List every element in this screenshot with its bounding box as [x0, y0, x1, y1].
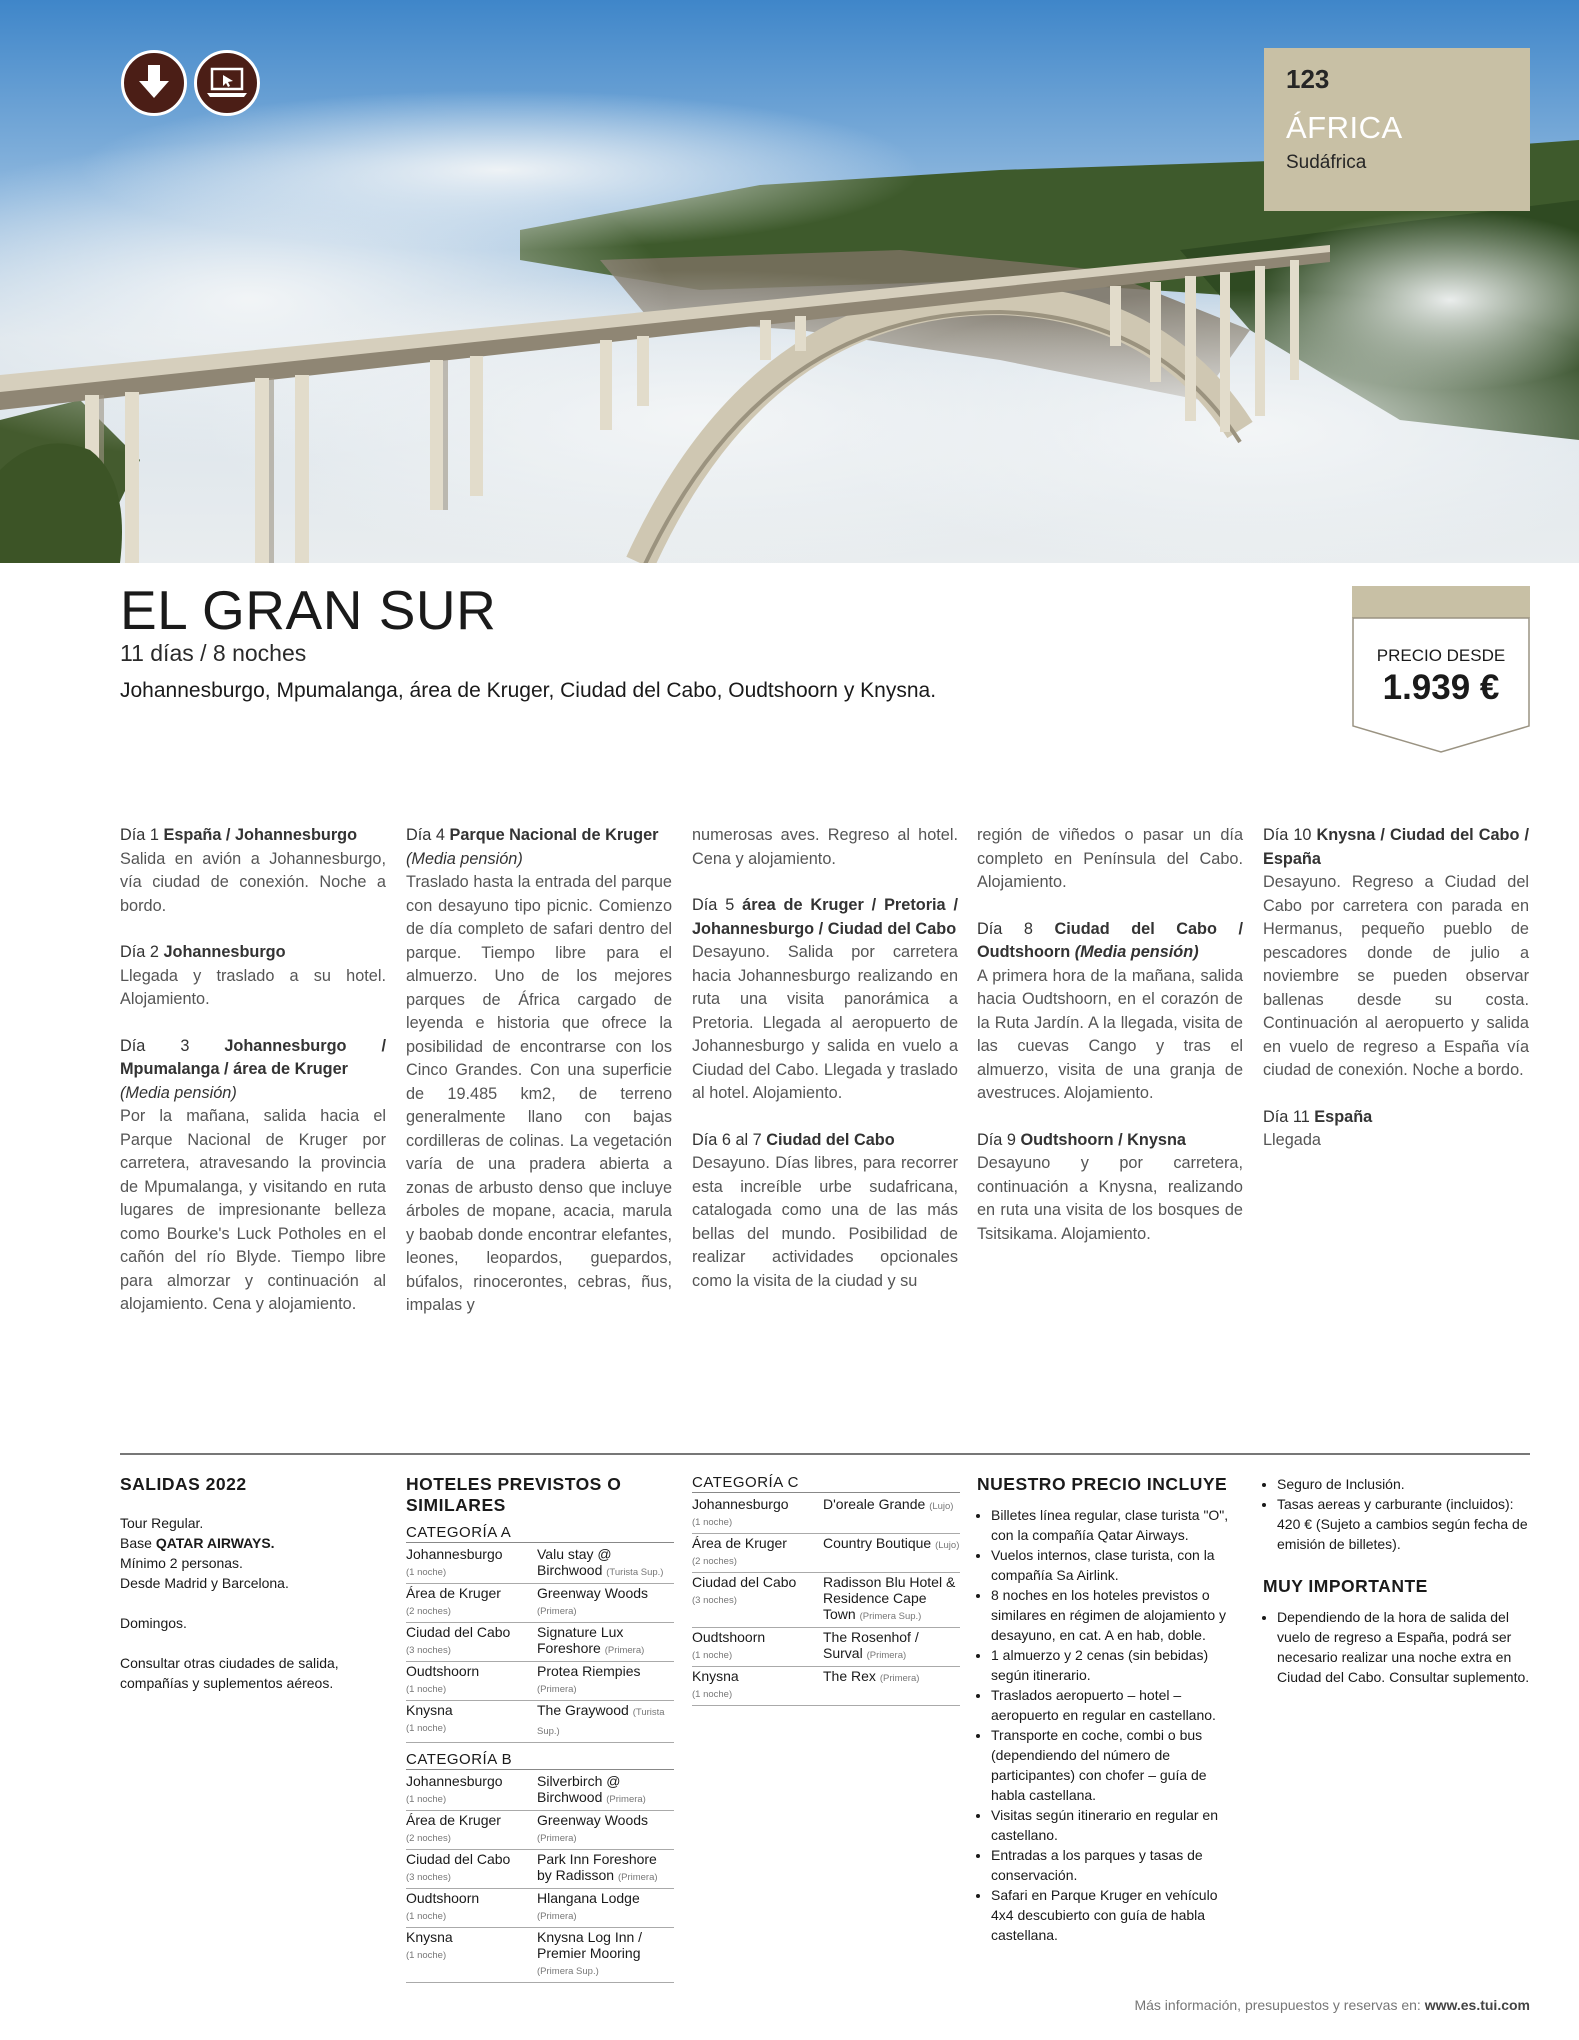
trip-route: Johannesburgo, Mpumalanga, área de Kruger, Ciudad del Cabo, Oudtshoorn y Knysna.: [120, 679, 937, 702]
hotel-name: Valu stay @ Birchwood: [537, 1546, 612, 1578]
category-a-table: [406, 1545, 674, 1743]
hero-image: [0, 0, 1579, 563]
hotel-category: (Primera Sup.): [537, 1966, 599, 1977]
day-number: Día 10: [1263, 826, 1312, 844]
day-number: Día 3: [120, 1036, 190, 1055]
day-place: área de Kruger / Pretoria / Johannesburgo / Ciudad del Cabo: [692, 896, 959, 938]
day-number: Día 1: [120, 826, 159, 844]
list-item: • Tasas aereas y carburante (incluidos): 420 € (Sujeto a cambios según fecha de emisión de billetes).: [1277, 1494, 1530, 1554]
hotel-row: [406, 1623, 674, 1662]
city-name: Knysna: [692, 1668, 739, 1684]
hotel-city: [406, 1812, 537, 1847]
itinerary-column-1: [120, 824, 386, 1340]
hotel-category: (Lujo): [929, 1501, 954, 1512]
city-name: Área de Kruger: [406, 1812, 501, 1828]
hotel-row: [692, 1534, 960, 1573]
departures-heading: SALIDAS 2022: [120, 1474, 247, 1494]
day-number: Día 9: [977, 1130, 1016, 1149]
hotel-name: The Rex: [823, 1668, 876, 1684]
nights-count: (3 noches): [406, 1872, 451, 1883]
hotel-name: D'oreale Grande: [823, 1496, 926, 1512]
hotel-city: [692, 1629, 823, 1664]
page-title: EL GRAN SUR: [120, 579, 497, 641]
city-name: Knysna: [406, 1929, 453, 1945]
hotel-row: [406, 1662, 674, 1701]
nights-count: (1 noche): [406, 1911, 447, 1922]
list-item: • Billetes línea regular, clase turista "O", con la compañía Qatar Airways.: [991, 1505, 1243, 1545]
day-number: Día 4: [406, 826, 445, 844]
day-text-continued: región de viñedos o pasar un día completo en Península del Cabo. Alojamiento.: [977, 826, 1243, 891]
day-place: Johannesburgo / Mpumalanga / área de Kruger: [120, 1036, 386, 1078]
hotel-category: (Primera): [537, 1684, 577, 1695]
city-name: Área de Kruger: [406, 1585, 501, 1601]
list-item: • Traslados aeropuerto – hotel – aeropuerto en regular en castellano.: [991, 1685, 1243, 1725]
hotel-name: Greenway Woods: [537, 1585, 649, 1601]
city-name: Johannesburgo: [406, 1546, 503, 1562]
footer-note: [1134, 1997, 1530, 2013]
section-divider: [120, 1453, 1530, 1455]
price-label: PRECIO DESDE: [1376, 646, 1506, 665]
price-includes-section: [977, 1474, 1243, 1945]
trip-duration: 11 días / 8 noches: [120, 640, 307, 666]
download-button[interactable]: [121, 50, 187, 116]
country-label: Sudáfrica: [1286, 152, 1367, 173]
hotel-category: (Lujo): [935, 1540, 960, 1551]
hotel-category: (Primera): [879, 1673, 920, 1684]
departures-line: [120, 1533, 370, 1553]
hotel-name-cell: [537, 1624, 674, 1659]
day-text: Desayuno. Regreso a Ciudad del Cabo por carretera con parada en Hermanus, pequeño pueblo de pescadores donde de julio a noviembre se pueden observar ballenas desde su costa. Continuación al aeropuerto y salida en vuelo de regreso a España vía ciudad de conexión. Noche a bordo.: [1263, 873, 1529, 1079]
day-place: Oudtshoorn / Knysna: [1020, 1130, 1186, 1149]
list-item: • Vuelos internos, clase turista, con la compañía Sa Airlink.: [991, 1545, 1243, 1585]
hotel-name-cell: [537, 1585, 674, 1620]
list-item: • Transporte en coche, combi o bus (dependiendo del número de participantes) con chofer – guía de habla castellana.: [991, 1725, 1243, 1805]
hotel-name-cell: [823, 1668, 960, 1703]
day-number: Día 2: [120, 943, 159, 961]
day-text: Llegada y traslado a su hotel. Alojamiento.: [120, 966, 386, 1008]
itinerary-column-3: [692, 824, 958, 1316]
itinerary-column-2: [406, 824, 672, 1341]
category-c-section: [692, 1474, 960, 1706]
hotel-row: [406, 1772, 674, 1811]
category-b-heading: CATEGORÍA B: [406, 1751, 674, 1770]
page-number: 123: [1286, 64, 1330, 94]
hotel-name: The Graywood: [537, 1702, 629, 1718]
hotel-row: [406, 1584, 674, 1623]
includes-heading: NUESTRO PRECIO INCLUYE: [977, 1474, 1228, 1494]
nights-count: (1 noche): [406, 1567, 447, 1578]
category-c-table: [692, 1495, 960, 1706]
departures-line: Mínimo 2 personas.: [120, 1555, 243, 1571]
hotel-name-cell: [537, 1890, 674, 1925]
hotel-name-cell: [823, 1574, 960, 1625]
laptop-icon: [197, 53, 257, 113]
nights-count: (1 noche): [692, 1517, 733, 1528]
hotel-name: Silverbirch @ Birchwood: [537, 1773, 621, 1805]
category-c-heading: CATEGORÍA C: [692, 1474, 960, 1493]
city-name: Ciudad del Cabo: [406, 1624, 511, 1640]
online-button[interactable]: [194, 50, 260, 116]
hotel-name-cell: [823, 1496, 960, 1531]
day-text: Desayuno y por carretera, continuación a Knysna, realizando en ruta una visita de los bosques de Tsitsikama. Alojamiento.: [977, 1154, 1243, 1243]
city-name: Ciudad del Cabo: [692, 1574, 797, 1590]
departures-text: Base: [120, 1535, 156, 1551]
city-name: Ciudad del Cabo: [406, 1851, 511, 1867]
list-item: • Dependiendo de la hora de salida del vuelo de regreso a España, podrá ser necesario realizar una noche extra en Ciudad del Cabo. Consultar suplemento.: [1277, 1607, 1530, 1687]
day-text: Desayuno. Salida por carretera hacia Johannesburgo realizando en ruta una visita panorámica a Pretoria. Llegada al aeropuerto de Johannesburgo y salida en vuelo a Ciudad del Cabo. Llegada y traslado al hotel. Alojamiento.: [692, 943, 958, 1102]
hotel-name-cell: [537, 1773, 674, 1808]
hotel-name-cell: [537, 1929, 674, 1980]
day-number: Día 6 al 7: [692, 1130, 762, 1149]
region-label: ÁFRICA: [1286, 110, 1403, 145]
hotel-name: Greenway Woods: [537, 1812, 649, 1828]
day-text: Traslado hasta la entrada del parque con desayuno tipo picnic. Comienzo de día completo de safari dentro del parque. Tiempo libre para el almuerzo. Uno de los mejores parques de África cargado de leyenda e historia que ofrece la posibilidad de encontrarse con los Cinco Grandes. Con una superficie de 19.485 km2, de terreno generalmente llano con bajas cordilleras de colinas. La vegetación varía de una pradera abierta a zonas de arbusto denso que incluye árboles de mopane, acacia, marula y baobab donde encontrar elefantes, leones, leopardos, guepardos, búfalos, rinocerontes, cebras, ñus, impalas y: [406, 873, 672, 1314]
day-place: Johannesburgo: [163, 943, 286, 961]
departures-line: Desde Madrid y Barcelona.: [120, 1575, 289, 1591]
hotel-row: [692, 1495, 960, 1534]
itinerary-column-4: [977, 824, 1243, 1269]
hotel-name: Protea Riempies: [537, 1663, 641, 1679]
hotel-row: [692, 1628, 960, 1667]
city-name: Oudtshoorn: [406, 1890, 480, 1906]
departures-line: Consultar otras ciudades de salida, compañías y suplementos aéreos.: [120, 1655, 339, 1691]
day-number: Día 8: [977, 919, 1033, 938]
hotels-section: [406, 1474, 674, 1983]
includes-list-continued: [1263, 1474, 1530, 1554]
city-name: Knysna: [406, 1702, 453, 1718]
category-b-table: [406, 1772, 674, 1983]
hotel-category: (Primera): [617, 1872, 658, 1883]
day-text-continued: numerosas aves. Regreso al hotel. Cena y alojamiento.: [692, 826, 958, 868]
hotel-row: [406, 1701, 674, 1743]
hotel-name-cell: [537, 1812, 674, 1847]
city-name: Oudtshoorn: [406, 1663, 480, 1679]
day-place: España: [1314, 1107, 1373, 1126]
hotel-category: (Primera): [537, 1833, 577, 1844]
hotel-city: [406, 1890, 537, 1925]
hotel-name-cell: [823, 1629, 960, 1664]
nights-count: (2 noches): [406, 1833, 451, 1844]
footer-text: Más información, presupuestos y reservas en:: [1134, 1997, 1425, 2013]
hotel-row: [692, 1667, 960, 1706]
day-text: Salida en avión a Johannesburgo, vía ciudad de conexión. Noche a bordo.: [120, 849, 386, 915]
hotel-category: (Turista Sup.): [606, 1567, 664, 1578]
meal-plan: (Media pensión): [406, 849, 523, 868]
day-place: Ciudad del Cabo: [766, 1130, 895, 1149]
hotel-name: Park Inn Foreshore by Radisson: [537, 1851, 657, 1883]
nights-count: (3 noches): [406, 1645, 451, 1656]
price-value: 1.939 €: [1382, 668, 1500, 707]
meal-plan: (Media pensión): [1074, 943, 1199, 961]
nights-count: (1 noche): [406, 1684, 447, 1695]
nights-count: (1 noche): [406, 1723, 447, 1734]
meal-plan: (Media pensión): [120, 1083, 237, 1102]
city-name: Área de Kruger: [692, 1535, 787, 1551]
hotel-city: [406, 1929, 537, 1980]
list-item: • Seguro de Inclusión.: [1277, 1474, 1530, 1494]
category-a-heading: CATEGORÍA A: [406, 1524, 674, 1543]
hotel-city: [406, 1773, 537, 1808]
nights-count: (1 noche): [406, 1950, 447, 1961]
hotel-name-cell: [537, 1663, 674, 1698]
day-place: Knysna / Ciudad del Cabo / España: [1263, 826, 1529, 868]
hotel-category: (Primera): [606, 1794, 646, 1805]
hotel-name: Knysna Log Inn / Premier Mooring: [537, 1929, 643, 1961]
hotel-category: (Primera): [537, 1606, 577, 1617]
hotel-name: Country Boutique: [823, 1535, 932, 1551]
city-name: Johannesburgo: [692, 1496, 789, 1512]
hotel-name-cell: [537, 1851, 674, 1886]
departures-line: Tour Regular.: [120, 1515, 204, 1531]
price-tag: [1352, 586, 1530, 754]
hotel-row: [406, 1850, 674, 1889]
hotels-heading: HOTELES PREVISTOS O SIMILARES: [406, 1474, 622, 1515]
city-name: Johannesburgo: [406, 1773, 503, 1789]
nights-count: (1 noche): [692, 1650, 733, 1661]
hotel-row: [406, 1545, 674, 1584]
departures-section: [120, 1474, 370, 1693]
hotel-row: [406, 1928, 674, 1983]
list-item: • 8 noches en los hoteles previstos o similares en régimen de alojamiento y desayuno, en cat. A en hab, doble.: [991, 1585, 1243, 1645]
includes-list: [977, 1505, 1243, 1945]
hotel-category: (Primera): [604, 1645, 645, 1656]
day-number: Día 11: [1263, 1107, 1310, 1126]
hotel-city: [406, 1851, 537, 1886]
hotel-name: Signature Lux Foreshore: [537, 1624, 624, 1656]
itinerary-column-5: [1263, 824, 1529, 1176]
hotel-category: (Turista Sup.): [537, 1707, 665, 1737]
city-name: Oudtshoorn: [692, 1629, 766, 1645]
important-heading: MUY IMPORTANTE: [1263, 1576, 1428, 1596]
day-place: España / Johannesburgo: [163, 826, 358, 844]
day-text: A primera hora de la mañana, salida hacia Oudtshoorn, en el corazón de la Ruta Jardín. A la llegada, visita de las cuevas Cango y tras el almuerzo, visita de una granja de avestruces. Alojamiento.: [977, 966, 1243, 1102]
hotel-name: Radisson Blu Hotel & Residence Cape Town: [823, 1574, 956, 1622]
list-item: • Visitas según itinerario en regular en castellano.: [991, 1805, 1243, 1845]
destination-badge: [1264, 48, 1530, 211]
hotel-name-cell: [537, 1546, 674, 1581]
hotel-city: [692, 1574, 823, 1625]
airline-name: QATAR AIRWAYS.: [155, 1535, 275, 1551]
day-text: Por la mañana, salida hacia el Parque Nacional de Kruger por carretera, atravesando la provincia de Mpumalanga, y visitando en ruta lugares de impresionante belleza como Bourke's Luck Potholes en el cañón del río Blyde. Tiempo libre para almorzar y continuación al alojamiento. Cena y alojamiento.: [120, 1107, 386, 1313]
departures-line: Domingos.: [120, 1615, 187, 1631]
nights-count: (2 noches): [406, 1606, 451, 1617]
hotel-category: (Primera): [537, 1911, 577, 1922]
nights-count: (2 noches): [692, 1556, 737, 1567]
extra-section: [1263, 1474, 1530, 1687]
nights-count: (1 noche): [406, 1794, 447, 1805]
hotel-name-cell: [537, 1702, 674, 1740]
list-item: • Entradas a los parques y tasas de conservación.: [991, 1845, 1243, 1885]
download-icon: [124, 53, 184, 113]
website-link[interactable]: www.es.tui.com: [1424, 1997, 1530, 2013]
hotel-category: (Primera): [866, 1650, 907, 1661]
important-list: [1263, 1607, 1530, 1687]
hotel-city: [692, 1535, 823, 1570]
hotel-city: [406, 1663, 537, 1698]
hotel-city: [406, 1585, 537, 1620]
hotel-name: Hlangana Lodge: [537, 1890, 640, 1906]
hotel-name: The Rosenhof / Surval: [823, 1629, 919, 1661]
hotel-city: [406, 1702, 537, 1740]
hotel-city: [406, 1624, 537, 1659]
hotel-category: (Primera Sup.): [859, 1611, 922, 1622]
hotel-city: [406, 1546, 537, 1581]
hotel-city: [692, 1496, 823, 1531]
hotel-city: [692, 1668, 823, 1703]
hotel-row: [406, 1811, 674, 1850]
hotel-row: [406, 1889, 674, 1928]
day-number: Día 5: [692, 896, 735, 914]
nights-count: (1 noche): [692, 1689, 733, 1700]
list-item: • 1 almuerzo y 2 cenas (sin bebidas) según itinerario.: [991, 1645, 1243, 1685]
hotel-row: [692, 1573, 960, 1628]
hotel-name-cell: [823, 1535, 960, 1570]
day-place: Ciudad del Cabo / Oudtshoorn: [977, 919, 1244, 961]
day-place: Parque Nacional de Kruger: [449, 826, 659, 844]
nights-count: (3 noches): [692, 1595, 737, 1606]
day-text: Llegada: [1263, 1131, 1321, 1149]
day-text: Desayuno. Días libres, para recorrer esta increíble urbe sudafricana, catalogada como una de las más bellas del mundo. Posibilidad de realizar actividades opcionales como la visita de la ciudad y su: [692, 1154, 958, 1290]
list-item: • Safari en Parque Kruger en vehículo 4x4 descubierto con guía de habla castellana.: [991, 1885, 1243, 1945]
